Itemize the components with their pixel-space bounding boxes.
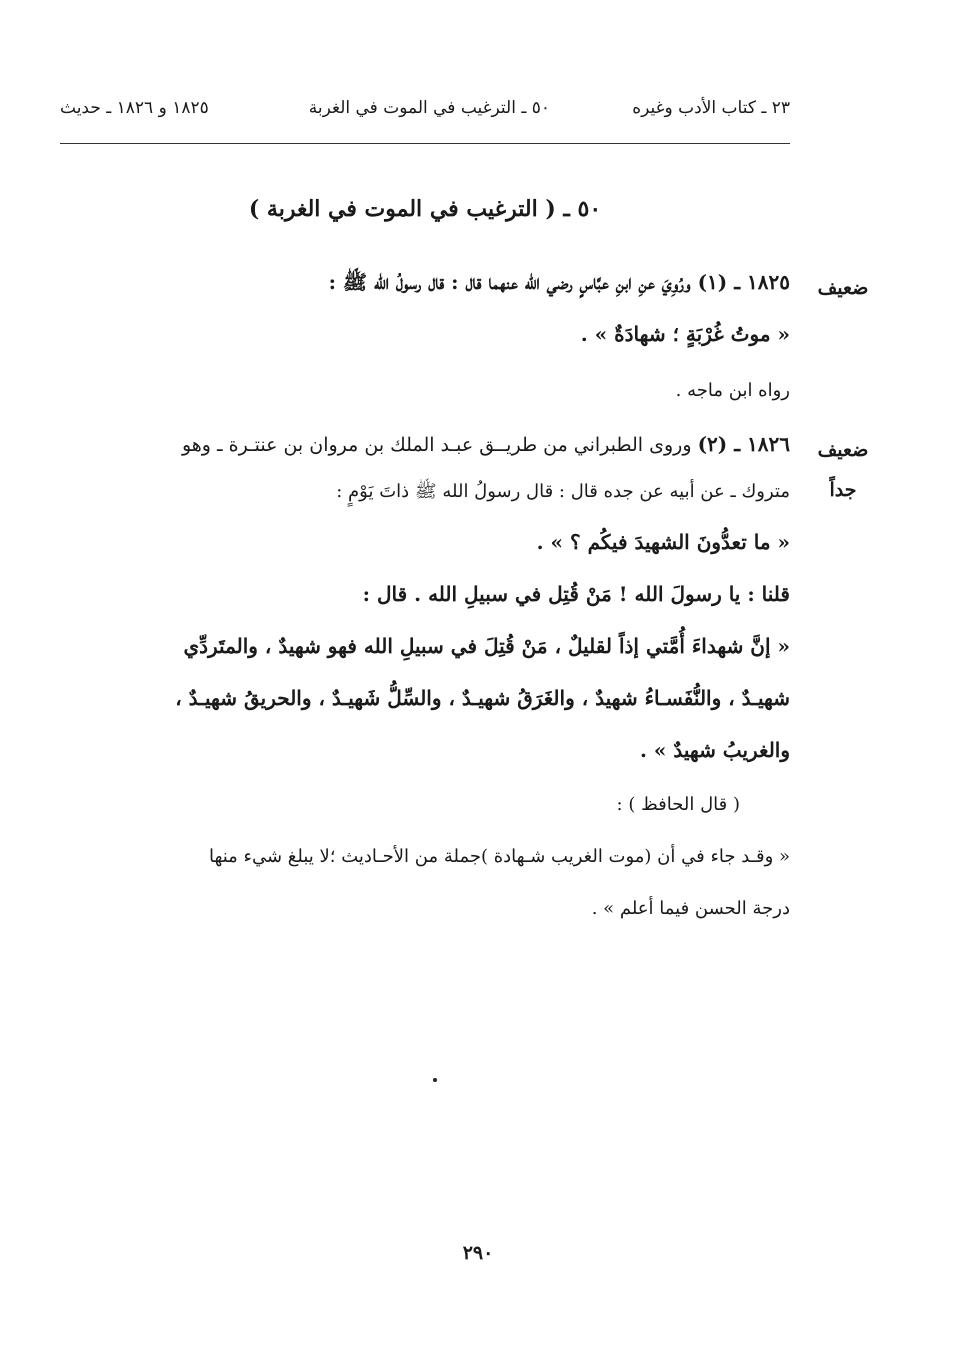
hafiz-heading: ( قال الحافظ ) : bbox=[616, 794, 740, 815]
hadith-text: ورُوِيَ عنِ ابنِ عبَّاسٍ رضي الله عنهما قال : قال رسولُ الله ﷺ : bbox=[328, 270, 691, 294]
hafiz-note-line-2: درجة الحسن فيما أعلم » . bbox=[591, 898, 790, 919]
grade-note-1826 bbox=[808, 430, 878, 510]
hadith-1826-line-5: « إنَّ شهداءَ أُمَّتي إذاً لقليلٌ ، مَنْ قُتِلَ في سبيلِ الله فهو شهيدٌ ، والمتَردِّي bbox=[183, 634, 790, 658]
header-book-title: ٢٣ ـ كتاب الأدب وغيره bbox=[632, 98, 790, 118]
hadith-1825-line-2: « موتُ غُرْبَةٍ ؛ شهادَةٌ » . bbox=[580, 322, 790, 346]
grade-label: ضعيف bbox=[817, 439, 869, 461]
hadith-1825-line-1 bbox=[329, 270, 790, 299]
hadith-1826-line-7: والغريبُ شهيدٌ » . bbox=[639, 738, 790, 762]
ink-speck bbox=[433, 1078, 437, 1082]
grade-label-2: جداً bbox=[829, 479, 857, 501]
hadith-1826-line-6: شهيـدٌ ، والنُّفَسـاءُ شهيدٌ ، والغَرَقُ شهيـدٌ ، والسِّلُّ شَهيـدٌ ، والحريقُ شهيـدٌ ، bbox=[175, 686, 790, 710]
hadith-1826-line-4: قلنا : يا رسولَ الله ! مَنْ قُتِل في سبيلِ الله . قال : bbox=[362, 582, 790, 606]
hadith-text: وروى الطبراني من طريــق عبـد الملك بن مروان بن عنتـرة ـ وهو bbox=[181, 434, 692, 456]
header-chapter-title: ٥٠ ـ الترغيب في الموت في الغربة bbox=[308, 98, 550, 118]
hadith-1825-source: رواه ابن ماجه . bbox=[675, 380, 790, 401]
hadith-number: ١٨٢٦ ـ (٢) bbox=[697, 432, 790, 456]
hadith-1826-line-3: « ما تعدُّونَ الشهيدَ فيكُم ؟ » . bbox=[536, 530, 790, 554]
hafiz-note-line-1: « وقـد جاء في أن (موت الغريب شـهادة )جملة من الأحـاديث ؛لا يبلغ شيء منها bbox=[208, 846, 790, 867]
chapter-title: ٥٠ ـ ( الترغيب في الموت في الغربة ) bbox=[248, 196, 602, 222]
grade-label: ضعيف bbox=[817, 277, 869, 299]
hadith-1826-line-1 bbox=[182, 432, 790, 456]
header-divider bbox=[60, 143, 790, 144]
page-number: ٢٩٠ bbox=[462, 1242, 494, 1264]
running-header bbox=[60, 98, 790, 130]
header-hadith-range: ١٨٢٥ و ١٨٢٦ ـ حديث bbox=[60, 98, 209, 118]
hadith-number: ١٨٢٥ ـ (١) bbox=[697, 270, 790, 294]
hadith-1826-line-2: متروك ـ عن أبيه عن جده قال : قال رسولُ الله ﷺ ذاتَ يَوْمٍ : bbox=[336, 481, 790, 502]
grade-note-1825 bbox=[808, 268, 878, 308]
